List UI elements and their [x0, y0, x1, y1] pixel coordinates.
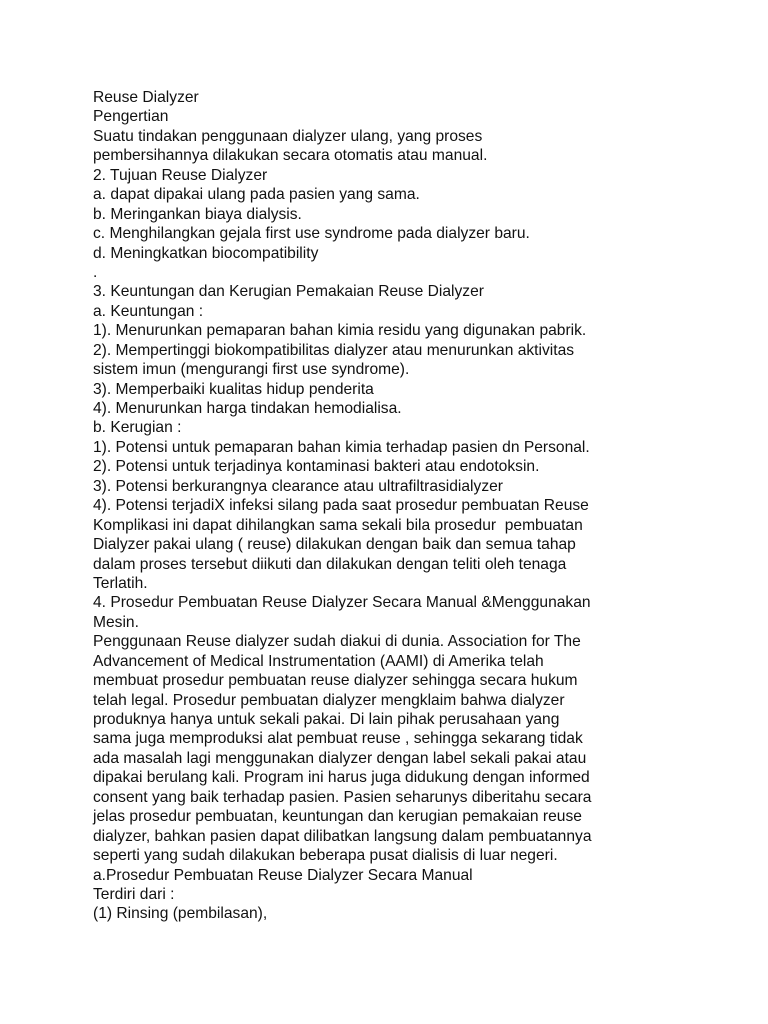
text-line: seperti yang sudah dilakukan beberapa pusat dialisis di luar negeri.	[93, 847, 558, 865]
text-line: Suatu tindakan penggunaan dialyzer ulang, yang proses	[93, 127, 483, 145]
text-line: produknya hanya untuk sekali pakai. Di lain pihak perusahaan yang	[93, 711, 560, 728]
list-item: (1) Rinsing (pembilasan),	[93, 905, 268, 923]
list-item: 4). Potensi terjadiX infeksi silang pada saat prosedur pembuatan Reuse	[93, 497, 589, 515]
text-line: Dialyzer pakai ulang ( reuse) dilakukan dengan baik dan semua tahap	[93, 536, 576, 554]
text-line: telah legal. Prosedur pembuatan dialyzer mengklaim bahwa dialyzer	[93, 691, 565, 709]
text-line: Terdiri dari :	[93, 885, 175, 903]
text-line: pembersihannya dilakukan secara otomatis atau manual.	[93, 147, 488, 165]
list-item: 2). Potensi untuk terjadinya kontaminasi bakteri atau endotoksin.	[93, 458, 540, 476]
text-line: Advancement of Medical Instrumentation (AAMI) di Amerika telah	[93, 652, 544, 670]
text-line: Penggunaan Reuse dialyzer sudah diakui di dunia. Association for The	[93, 633, 581, 651]
text-line: Komplikasi ini dapat dihilangkan sama sekali bila prosedur pembuatan	[93, 516, 583, 534]
section-heading: 3. Keuntungan dan Kerugian Pemakaian Reuse Dialyzer	[93, 283, 484, 301]
list-item: b. Meringankan biaya dialysis.	[93, 205, 302, 223]
list-item: d. Meningkatkan biocompatibility	[93, 244, 319, 262]
subsection-heading: a. Keuntungan :	[93, 302, 204, 320]
list-item: 2). Mempertinggi biokompatibilitas dialyzer atau menurunkan aktivitas	[93, 341, 575, 359]
text-line: ada masalah lagi menggunakan dialyzer dengan label sekali pakai atau	[93, 749, 587, 767]
text-line: sama juga memproduksi alat pembuat reuse , sehingga sekarang tidak	[93, 730, 583, 748]
subsection-heading: b. Kerugian :	[93, 419, 182, 437]
list-item: c. Menghilangkan gejala first use syndrome pada dialyzer baru.	[93, 225, 530, 243]
document-body	[93, 88, 733, 924]
subsection-heading: a.Prosedur Pembuatan Reuse Dialyzer Secara Manual	[93, 866, 473, 884]
text-line: sistem imun (mengurangi first use syndrome).	[93, 361, 410, 379]
text-line: Mesin.	[93, 613, 139, 631]
text-line: membuat prosedur pembuatan reuse dialyzer sehingga secara hukum	[93, 672, 578, 690]
text-line: dialyzer, bahkan pasien dapat dilibatkan langsung dalam pembuatannya	[93, 827, 592, 845]
list-item: 3). Potensi berkurangnya clearance atau ultrafiltrasidialyzer	[93, 477, 503, 495]
text-line: Terlatih.	[93, 574, 148, 592]
document-title: Reuse Dialyzer	[93, 89, 199, 106]
text-line: jelas prosedur pembuatan, keuntungan dan kerugian pemakaian reuse	[93, 808, 582, 826]
text-line: dipakai berulang kali. Program ini harus juga didukung dengan informed	[93, 769, 590, 787]
section-heading: 2. Tujuan Reuse Dialyzer	[93, 166, 268, 184]
list-item: 3). Memperbaiki kualitas hidup penderita	[93, 380, 374, 398]
text-line: .	[93, 263, 98, 281]
text-line: dalam proses tersebut diikuti dan dilakukan dengan teliti oleh tenaga	[93, 555, 567, 573]
list-item: 1). Potensi untuk pemaparan bahan kimia terhadap pasien dn Personal.	[93, 438, 590, 456]
section-heading: 4. Prosedur Pembuatan Reuse Dialyzer Secara Manual &Menggunakan	[93, 594, 591, 612]
list-item: a. dapat dipakai ulang pada pasien yang sama.	[93, 186, 420, 204]
section-heading: Pengertian	[93, 108, 169, 126]
list-item: 4). Menurunkan harga tindakan hemodialisa.	[93, 400, 402, 417]
text-line: consent yang baik terhadap pasien. Pasien seharunys diberitahu secara	[93, 788, 592, 806]
list-item: 1). Menurunkan pemaparan bahan kimia residu yang digunakan pabrik.	[93, 322, 587, 340]
